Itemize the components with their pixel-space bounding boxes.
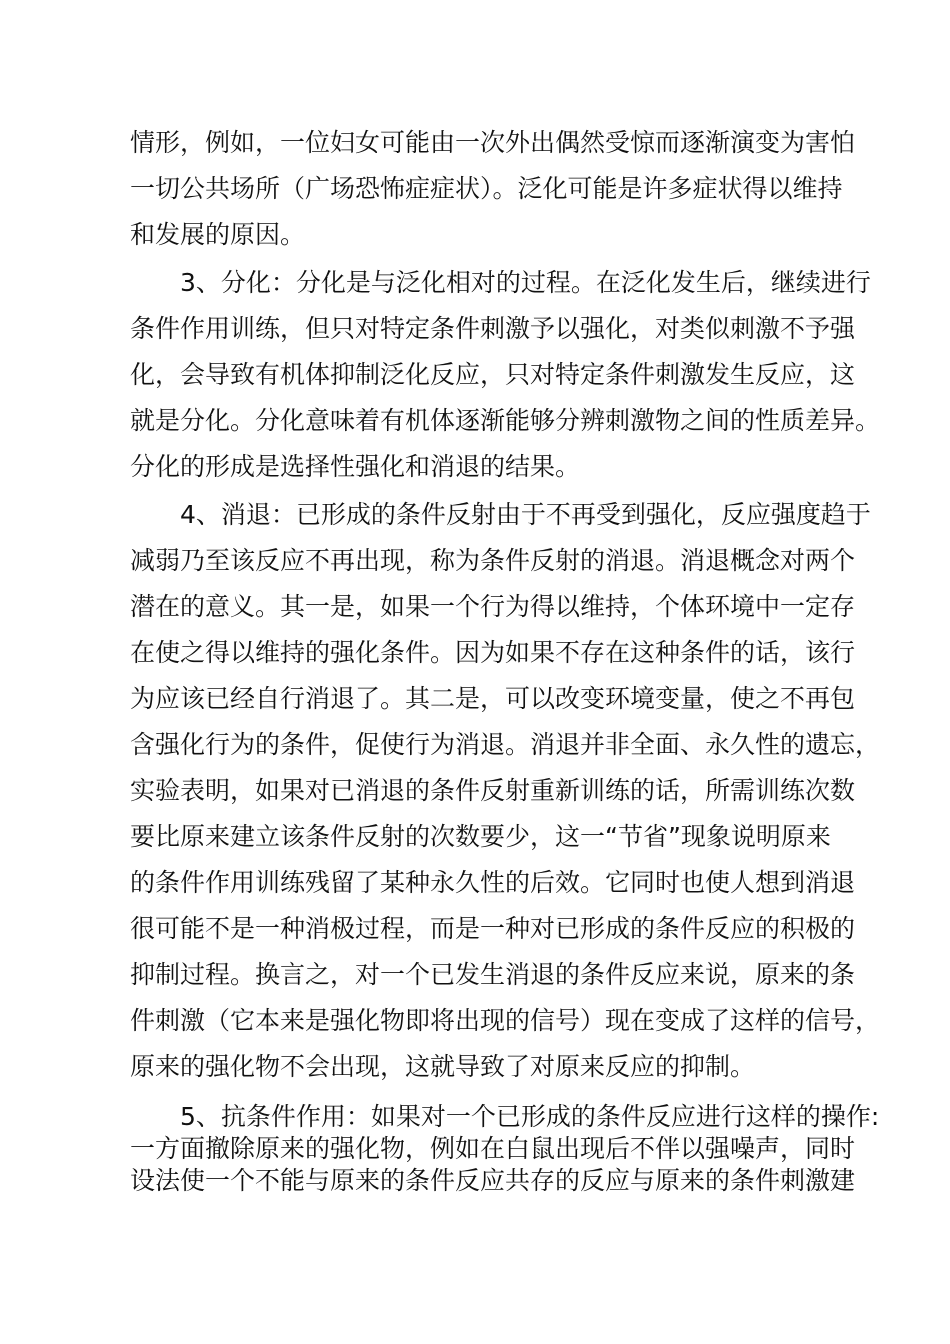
text-line: 的条件作用训练残留了某种永久性的后效。它同时也使人想到消退 <box>130 868 856 897</box>
text-line: 抑制过程。换言之，对一个已发生消退的条件反应来说，原来的条 <box>130 960 856 989</box>
text-line: 4、消退：已形成的条件反射由于不再受到强化，反应强度趋于 <box>180 500 871 529</box>
text-line: 和发展的原因。 <box>130 220 306 249</box>
text-line: 化，会导致有机体抑制泛化反应，只对特定条件刺激发生反应，这 <box>130 360 856 389</box>
text-line: 潜在的意义。其一是，如果一个行为得以维持，个体环境中一定存 <box>130 592 856 621</box>
text-line: 分化的形成是选择性强化和消退的结果。 <box>130 452 581 481</box>
text-line: 实验表明，如果对已消退的条件反射重新训练的话，所需训练次数 <box>130 776 856 805</box>
text-line: 5、抗条件作用：如果对一个已形成的条件反应进行这样的操作: <box>180 1102 880 1131</box>
text-line: 设法使一个不能与原来的条件反应共存的反应与原来的条件刺激建 <box>130 1166 856 1195</box>
text-line: 件刺激（它本来是强化物即将出现的信号）现在变成了这样的信号， <box>130 1006 881 1035</box>
text-line: 情形，例如，一位妇女可能由一次外出偶然受惊而逐渐演变为害怕 <box>130 128 856 157</box>
text-line: 为应该已经自行消退了。其二是，可以改变环境变量，使之不再包 <box>130 684 856 713</box>
text-line: 3、分化：分化是与泛化相对的过程。在泛化发生后，继续进行 <box>180 268 871 297</box>
text-line: 一方面撤除原来的强化物，例如在白鼠出现后不伴以强噪声，同时 <box>130 1134 856 1163</box>
text-line: 要比原来建立该条件反射的次数要少，这一“节省”现象说明原来 <box>130 822 831 851</box>
text-line: 在使之得以维持的强化条件。因为如果不存在这种条件的话，该行 <box>130 638 856 667</box>
text-line: 就是分化。分化意味着有机体逐渐能够分辨刺激物之间的性质差异。 <box>130 406 881 435</box>
text-line: 含强化行为的条件，促使行为消退。消退并非全面、永久性的遗忘， <box>130 730 881 759</box>
text-line: 很可能不是一种消极过程，而是一种对已形成的条件反应的积极的 <box>130 914 856 943</box>
text-line: 条件作用训练，但只对特定条件刺激予以强化，对类似刺激不予强 <box>130 314 856 343</box>
text-line: 原来的强化物不会出现，这就导致了对原来反应的抑制。 <box>130 1052 756 1081</box>
text-line: 减弱乃至该反应不再出现，称为条件反射的消退。消退概念对两个 <box>130 546 856 575</box>
text-line: 一切公共场所（广场恐怖症症状）。泛化可能是许多症状得以维持 <box>130 174 843 203</box>
